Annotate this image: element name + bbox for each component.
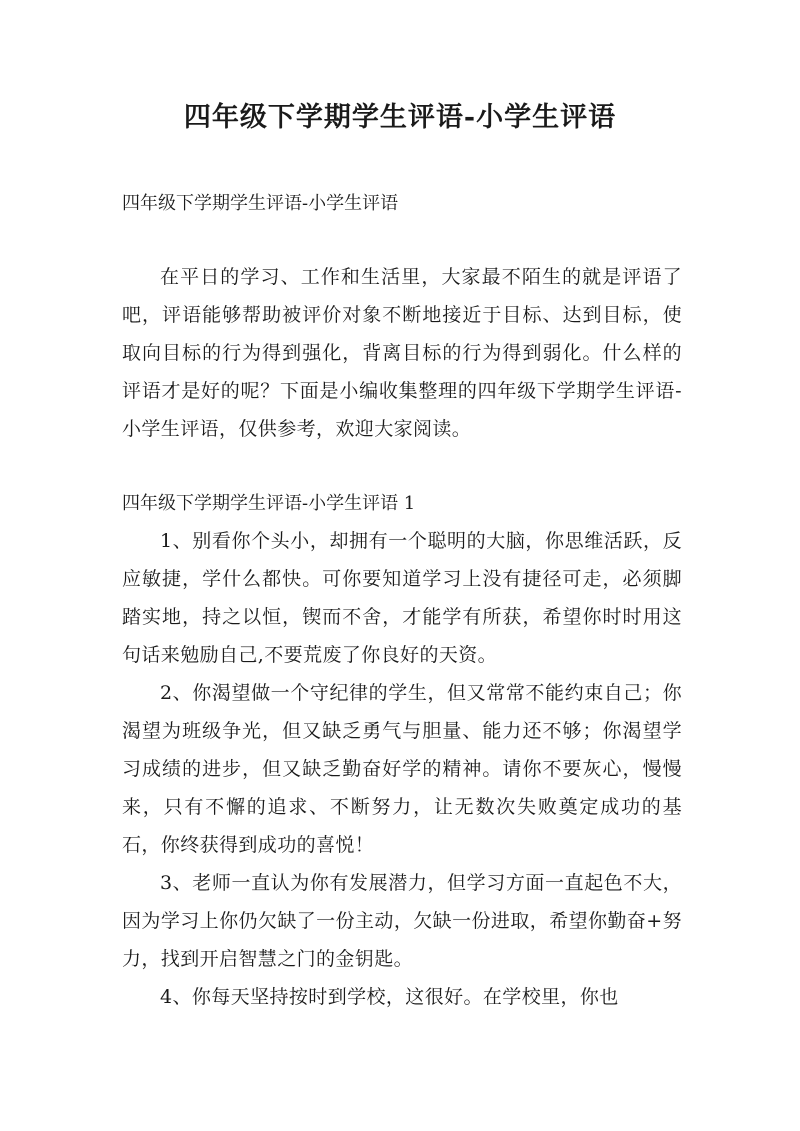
page-title: 四年级下学期学生评语-小学生评语 <box>183 102 617 133</box>
intro-paragraph: 在平日的学习、工作和生活里，大家最不陌生的就是评语了吧，评语能够帮助被评价对象不断地接近于目标、达到目标，使取向目标的行为得到强化，背离目标的行为得到弱化。什么样的评语才是好的呢？下面是小编收集整理的四年级下学期学生评语-小学生评语，仅供参考，欢迎大家阅读。 <box>122 266 682 440</box>
comment-item-3: 3、老师一直认为你有发展潜力，但学习方面一直起色不大，因为学习上你仍欠缺了一份主动，欠缺一份进取，希望你勤奋+努力，找到开启智慧之门的金钥匙。 <box>122 872 682 970</box>
comment-item-2: 2、你渴望做一个守纪律的学生，但又常常不能约束自己；你渴望为班级争光，但又缺乏勇气与胆量、能力还不够；你渴望学习成绩的进步，但又缺乏勤奋好学的精神。请你不要灰心，慢慢来，只有不懈的追求、不断努力，让无数次失败奠定成功的基石，你终获得到成功的喜悦！ <box>122 682 682 856</box>
document-subtitle: 四年级下学期学生评语-小学生评语 <box>122 193 399 214</box>
comment-item-1: 1、别看你个头小，却拥有一个聪明的大脑，你思维活跃，反应敏捷，学什么都快。可你要知道学习上没有捷径可走，必须脚踏实地，持之以恒，锲而不舍，才能学有所获，希望你时时用这句话来勉励自己,不要荒废了你良好的天资。 <box>122 530 682 666</box>
comment-item-4: 4、你每天坚持按时到学校，这很好。在学校里，你也 <box>160 986 619 1008</box>
section-heading: 四年级下学期学生评语-小学生评语 1 <box>122 493 416 514</box>
